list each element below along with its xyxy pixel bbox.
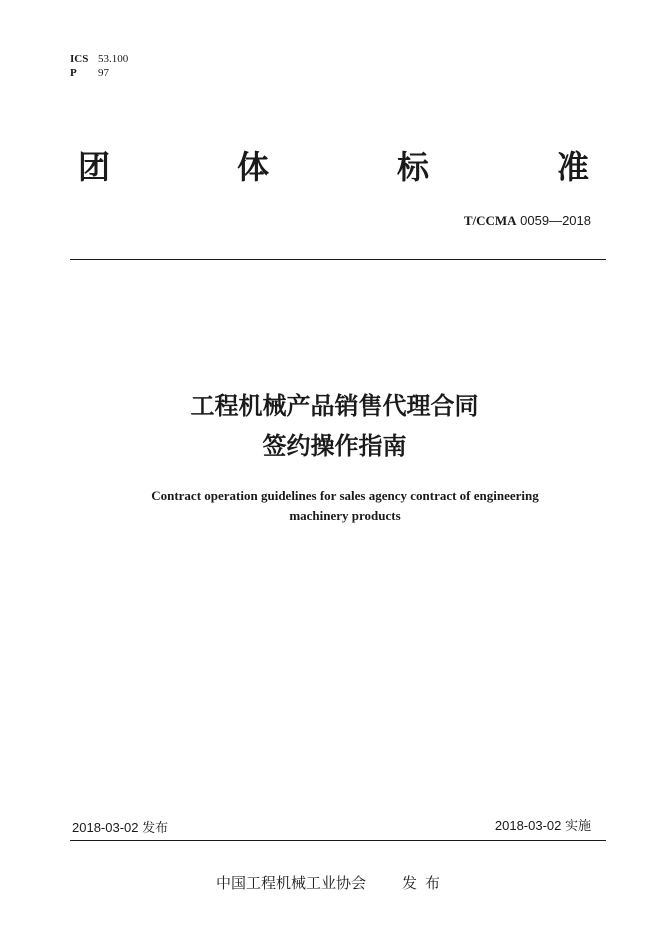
publisher-action: 发布 bbox=[402, 874, 449, 892]
ics-code bbox=[70, 52, 128, 66]
chinese-title-line-1: 工程机械产品销售代理合同 bbox=[190, 392, 479, 420]
publisher-organization: 中国工程机械工业协会 bbox=[216, 874, 367, 892]
standard-type-char-3: 标 bbox=[397, 148, 430, 186]
issue-date: 2018-03-02 发布 bbox=[72, 820, 169, 835]
standard-number-value: 0059—2018 bbox=[520, 213, 591, 228]
standard-type-char-2: 体 bbox=[237, 148, 270, 186]
ics-label: ICS bbox=[70, 53, 89, 65]
ccs-value: 97 bbox=[98, 67, 109, 79]
ccs-label: P bbox=[70, 67, 77, 79]
standard-type-char-4: 准 bbox=[557, 148, 590, 186]
english-title-line-2: machinery products bbox=[289, 508, 401, 523]
classification-codes bbox=[70, 52, 128, 80]
implementation-date: 2018-03-02 实施 bbox=[494, 818, 591, 833]
chinese-title bbox=[0, 386, 669, 466]
top-divider bbox=[70, 259, 606, 260]
standard-number-prefix: T/CCMA bbox=[463, 213, 517, 228]
ics-value: 53.100 bbox=[98, 53, 129, 65]
standard-type-char-1: 团 bbox=[78, 148, 111, 186]
english-title bbox=[60, 486, 630, 526]
english-title-line-1: Contract operation guidelines for sales agency contract of engineering bbox=[151, 488, 539, 503]
standard-number bbox=[464, 212, 591, 230]
publisher bbox=[216, 873, 448, 893]
bottom-divider bbox=[70, 840, 606, 841]
ccs-code bbox=[70, 66, 128, 80]
chinese-title-line-2: 签约操作指南 bbox=[262, 432, 407, 460]
